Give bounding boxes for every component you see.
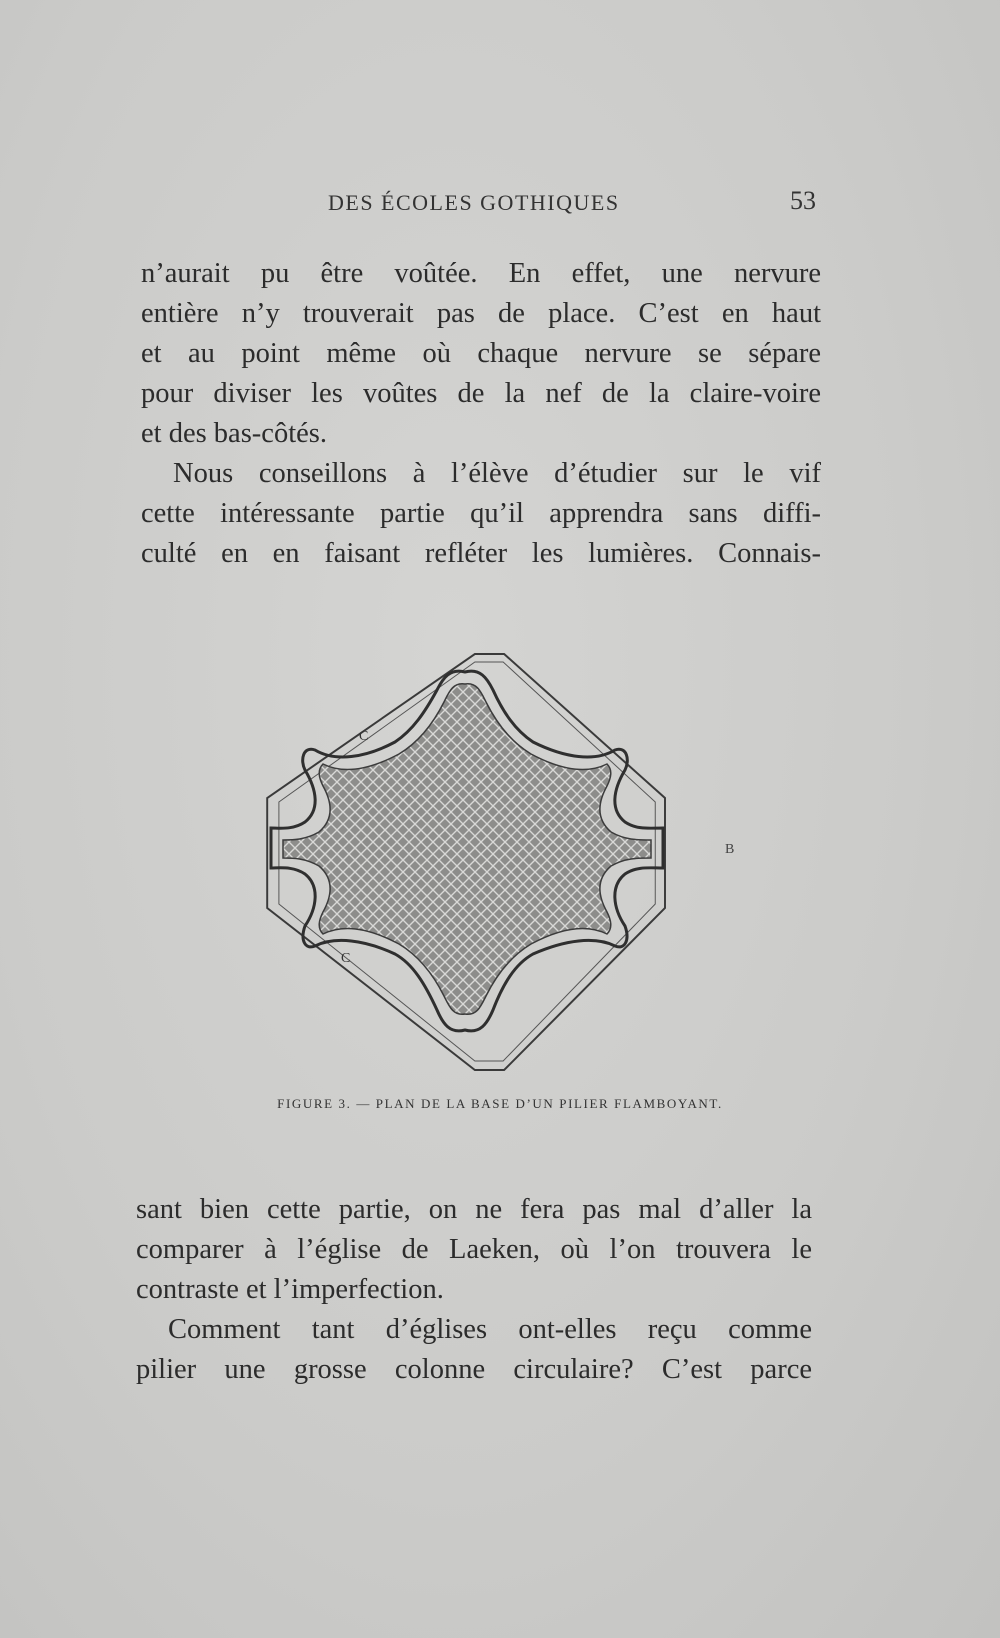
paragraph bbox=[141, 454, 821, 574]
text-line: Comment tant d’églises ont-elles reçu comme bbox=[168, 1314, 812, 1345]
label-b: B bbox=[725, 842, 735, 857]
running-title: DES ÉCOLES GOTHIQUES bbox=[328, 190, 620, 215]
text-block-top bbox=[141, 254, 821, 574]
text-line: et au point même où chaque nervure se sépare bbox=[141, 338, 821, 369]
text-line: cette intéressante partie qu’il apprendra sans diffi- bbox=[141, 498, 821, 529]
text-line: contraste et l’imperfection. bbox=[136, 1274, 444, 1305]
text-line: sant bien cette partie, on ne fera pas mal d’aller la bbox=[136, 1194, 812, 1225]
figure-caption: FIGURE 3. — PLAN DE LA BASE D’UN PILIER FLAMBOYANT. bbox=[277, 1096, 723, 1111]
page-number: 53 bbox=[790, 186, 816, 215]
label-c-top: C bbox=[359, 729, 369, 744]
text-line: et des bas-côtés. bbox=[141, 418, 327, 449]
paragraph bbox=[136, 1190, 812, 1310]
text-line: culté en en faisant refléter les lumières. Connais- bbox=[141, 538, 821, 569]
pillar-plan-figure bbox=[265, 650, 705, 1072]
text-line: pour diviser les voûtes de la nef de la claire-voire bbox=[141, 378, 821, 409]
running-head bbox=[0, 186, 1000, 226]
text-line: n’aurait pu être voûtée. En effet, une nervure bbox=[141, 258, 821, 289]
text-line: Nous conseillons à l’élève d’étudier sur le vif bbox=[173, 458, 821, 489]
paragraph bbox=[136, 1310, 812, 1390]
label-c-bottom: C bbox=[341, 951, 351, 966]
text-line: pilier une grosse colonne circulaire? C’est parce bbox=[136, 1354, 812, 1385]
paragraph bbox=[141, 254, 821, 454]
text-line: entière n’y trouverait pas de place. C’est en haut bbox=[141, 298, 821, 329]
text-block-bottom bbox=[136, 1190, 812, 1390]
text-line: comparer à l’église de Laeken, où l’on trouvera le bbox=[136, 1234, 812, 1265]
